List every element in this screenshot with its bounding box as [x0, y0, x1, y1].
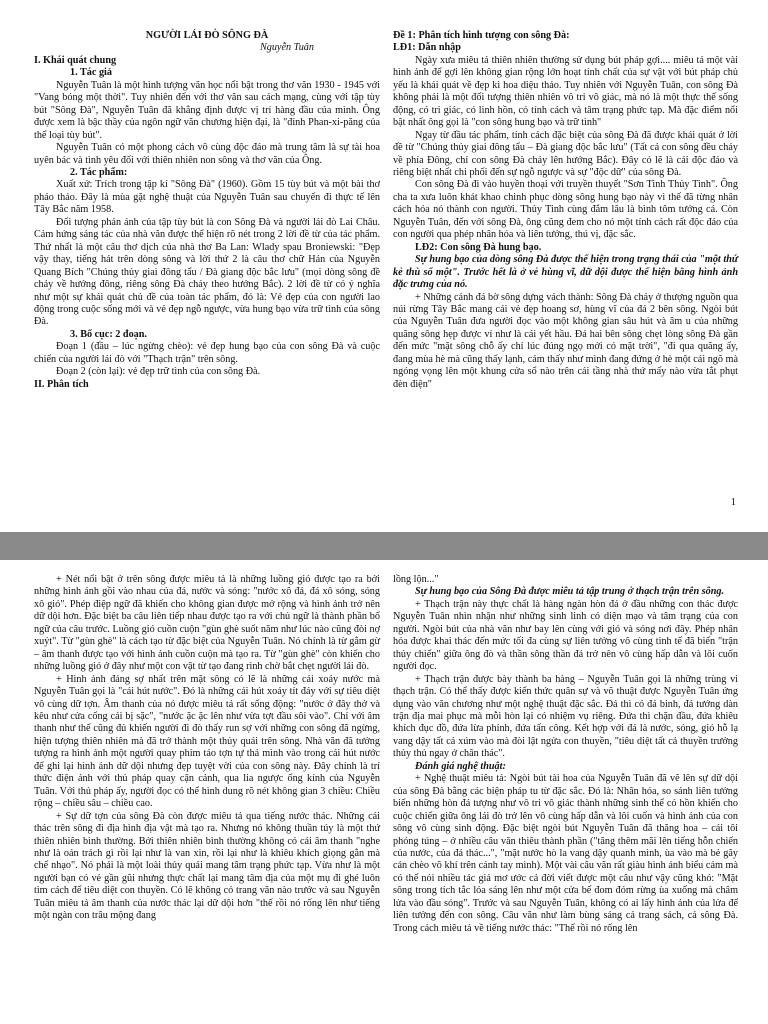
paragraph: Ngay từ đầu tác phẩm, tính cách đặc biệt của sông Đà đã được khái quát ở lời đề từ "Chúng thủy giai đông tẩu – Đà giang độc bắc lưu" (Tất cả con sông đều chảy về phía Đông, chỉ con sông Đà chảy lên hướng Bắc). Đây có lẽ là cái độc đáo và riêng biệt nhất chi phối đến sự ngỗ ngược và sự "độc dữ" của sông Đà. [393, 129, 738, 178]
page-number: 1 [730, 497, 736, 508]
section-heading: I. Khái quát chung [34, 54, 117, 66]
paragraph: Ngày xưa miêu tả thiên nhiên thường sử dụng bút pháp gợi.... miêu tả một vài hình ảnh để gợi lên không gian rộng lớn hoạt tính chất của sự vật với bút pháp chủ yếu là khái quát về đẹp kì hoa diệu thảo. Tuy nhiên với Nguyễn Tuân, con sông Đà không phải là một đối tượng thiên nhiên vô tri vô giác, mà nó là một thực thể sống động, có tri giác, có linh hồn, có tính cách và tâm trạng phức tạp. Mà đặc điểm nổi bật nhất ông gọi là "con sông hung bạo và trữ tình" [393, 54, 738, 129]
paragraph: Con sông Đà đi vào huyền thoại với truyền thuyết "Sơn Tinh Thủy Tinh". Ông cha ta xưa luôn khát khao chinh phục dòng sông hung bạo này vì thế đã từng nhân cách hóa nó thành con người. Thủy Tinh cùng đắm lâu là bình tôm tướng cá. Còn Nguyễn Tuân, đến với sông Đà, ông cũng đem cho nó một tính cách rất độc đáo của con người qua phép nhân hóa và liên tưởng, thú vị, đặc sắc. [393, 179, 738, 241]
bottom-page [0, 560, 768, 1024]
bottom-right-column [393, 574, 738, 935]
paragraph: Đối tượng phản ánh của tập tùy bút là con Sông Đà và người lái đò Lai Châu. Cảm hứng sáng tác của nhà văn được thể hiện rõ nét trong 2 lời đề từ của tác phẩm. Thứ nhất là một câu thơ dịch của nhà thơ Ba Lan: Wlady spau Broniewski: "Đẹp vậy thay, tiếng hát trên dòng sông và lời thứ 2 là câu thơ chữ Hán của Nguyễn Quang Bích "Chúng thủy giai đông tẩu / Đà giang độc bắc lưu" (mọi dòng sông đề chảy về hướng đông, riêng sông Đà chảy theo hướng Bắc). 2 lời đề từ có ý nghĩa như một sự khái quát chủ đề của toàn tác phẩm, đó là: Vẻ đẹp của con người lao động trong cuộc sống mới và vẻ đẹp ngỗ ngược, vừa hung bạo vừa trữ tình của sông Đà. [34, 216, 380, 328]
paragraph: + Hình ảnh đáng sợ nhất trên mặt sông có lẽ là những cái xoáy nước mà Nguyễn Tuân gọi là "cái hút nước". Đó là những cái hút xoáy tít đáy với sự tiêu diệt vô cùng dữ tợn. Âm thanh của nó được miêu tả rất sống động: "nước ở đây thở và kêu như cửa cống cái bị sặc", "nước ặc ặc lên như vừa tợt đầu sôi vào". Chỉ với âm thanh như thế cũng đủ khiến người đi đò thấy run sợ với những con sông đã ngừng, hiện tượng thiên nhiên mà đã trở thành một thủy quái trên sông. Nhà văn đã tưởng tượng ra hình ảnh một người quay phim táo tợn tự thả mình vào trong cái hút nước để ghi lại hình ảnh dữ dội nhưng đẹp tuyệt vời của con sông này. Đây chính là trí thức điện ảnh với thủ pháp quay cận cảnh, qua lia ngược ống kính của Nguyễn Tuân. Với thủ pháp ấy, người đọc có thể hình dung rõ nét không gian 3 chiều: Chiều rộng – chiều sâu – chiều cao. [34, 673, 380, 810]
author-name: Nguyễn Tuân [259, 42, 314, 54]
top-right-column [393, 30, 738, 391]
paragraph: + Nghệ thuật miêu tả: Ngòi bút tài hoa của Nguyễn Tuân đã vẽ lên sự dữ dội của sông Đà bằng các biện pháp tu từ đặc sắc. Đó là: Nhân hóa, so sánh liên tưởng biến những hòn đá tượng như vô tri vô giác thành những sinh thể có hồn khiến cho cuộc chiến giữa ông lái đò trở lên vô cùng hấp dẫn và lôi cuốn và hình ảnh của con sông vô cùng sinh động. Đặc biệt ngòi bút Nguyễn Tuân đã thăng hoa – cái tôi phóng túng – ở nhiều câu văn thiêu thành phần ("tăng thêm mãi lên tiếng hỗn chiến của nước, của đá thác...", "mặt nước hò la vang dậy quanh mình, ùa vào mà bẻ gãy cán chèo võ khí trên cánh tay mình). Một vài câu văn rất giàu hình ảnh biểu cảm mà có thể nói nhiều tác giả mơ ước cả đời viết được một câu như vậy cũng khó: "Mặt sông trong tích tắc lóa sáng lên như một cửa bể đom đóm rừng ùa xuống mà châm lửa vào đầu sóng". Trước và sau Nguyễn Tuân, không có ai lấy hình ảnh của lửa để liên tưởng đến con sông. Câu văn như làm bùng sáng cả trang sách, cả sông Đà. Trong cách miêu tả về tiếng nước thác: "Thế rồi nó rống lên [393, 773, 738, 934]
paragraph: Nguyễn Tuân là một hình tượng văn học nổi bật trong thơ văn 1930 - 1945 với "Vang bóng một thời". Tuy nhiên đến với thơ văn sau cách mạng, cùng với tập tùy bút "Sông Đà", Nguyễn Tuân đã khẳng định được vị trí hàng đầu của mình. Ông được xem là bậc thầy của ngôn ngữ văn chương hiện đại, là "đỉnh Phan-xi-păng của thể loại tùy bút". [34, 79, 380, 141]
subsection-heading: 1. Tác giả [70, 67, 112, 79]
paragraph: + Thạch trận này thực chất là hàng ngàn hòn đá ở đầu những con thác được Nguyễn Tuân nhìn nhận như những sinh linh có diện mạo và tâm trạng của con người. Ngòi bút của nhà văn như bay lên cùng với gió và sóng nơi đây. Phép nhân hóa được khai thác đến mức tối đa cùng sự liên tưởng vô cùng tinh tế đã biến "trận thủy chiến" giữa ông đò và thần sông thần đá trở nên vô cùng hấp dẫn và lôi cuốn người đọc. [393, 598, 738, 673]
subsection-heading: 2. Tác phẩm: [70, 166, 128, 178]
top-left-column [34, 30, 380, 391]
paragraph: + Sự dữ tợn của sông Đà còn được miêu tả qua tiếng nước thác. Những cái thác trên sông đi địa hình địa vật mà tạo ra. Nhưng nó không thuần túy là một thứ thiên nhiên bình thường. Bởi thiên nhiên bình thường không có cái âm thanh "nghe như là oán trách gì rồi lại như là van xin, rồi lại như là khiêu khích giọng gằn mà chế nhạo". Nó phải là một loài thủy quái mang tâm trạng phức tạp. Vừa như là một người bạn có vẻ gần gũi nhưng thực chất lại mang tâm địa của một mụ đi ghé luôn tìm cách để tiêu diệt con thuyền. Có lẽ không có trang văn nào trước và sau Nguyễn Tuân miêu tả âm thanh của nước thác lại dữ dội hơn "thế rồi nó rống lên như tiếng một ngàn con trâu mộng đang [34, 810, 380, 922]
paragraph: lồng lộn..." [393, 574, 439, 585]
bottom-left-column [34, 574, 380, 923]
subsection-heading: LĐ2: Con sông Đà hung bạo. [415, 241, 542, 253]
emphasis-paragraph: Sự hung bạo của Sông Đà được miêu tả tập trung ở thạch trận trên sông. [415, 586, 725, 598]
paragraph: + Nét nổi bật ở trên sông được miêu tả là những luồng gió được tạo ra bởi những hình ảnh gồi vào nhau của đá, nước và sóng: "nước xô đá, đá xô sóng, sóng xô gió". Phép điệp ngữ đã khiến cho không gian được mở rộng và hình ảnh trở nên dữ dội hơn. Đặc biệt ba câu liên tiếp nhau được tạo ra với chủ ngữ là thành phần bổ ngữ của câu trước. Luồng gió cuồn cuộn "gùn ghè suốt năm như lúc nào cũng đòi nợ xuýt". Từ "gùn ghè" là cách tạo từ đặc biệt của Nguyễn Tuân. Nó chính là từ gằm gừ – âm thanh được tạo với hình ảnh cuồn cuộn mà tạo ra. Từ "gùn ghè" còn khiến cho những luồng gió ở đây như một con vật từ tạo đang rình chờ bắt chẹt người lái đò. [34, 574, 380, 673]
subsection-heading: LĐ1: Dẫn nhập [393, 42, 461, 54]
paragraph: Đoạn 2 (còn lại): vẻ đẹp trữ tình của con sông Đà. [56, 366, 261, 378]
section-heading: II. Phân tích [34, 378, 89, 390]
paragraph: Xuất xứ: Trích trong tập kí "Sông Đà" (1960). Gồm 15 tùy bút và một bài thơ pháo thảo. Đây là mùa gặt nghệ thuật của Nguyễn Tuân sau chuyến đi thực tế lên Tây Bắc năm 1958. [34, 179, 380, 216]
subsection-heading: Đánh giá nghệ thuật: [415, 760, 506, 772]
document-title: NGƯỜI LÁI ĐÒ SÔNG ĐÀ [145, 30, 269, 41]
subsection-heading: 3. Bố cục: 2 đoạn. [70, 328, 147, 340]
paragraph: + Thạch trận được bày thành ba hàng – Nguyễn Tuân gọi là những trùng vi thạch trận. Có thể thấy được kiến thức quân sự và võ thuật được Nguyễn Tuân ứng dụng vào văn chương như một nghệ thuật đặc sắc. Đá thì có đá binh, đá tướng dàn trận địa mai phục mà mỗi hòn lại có nhiệm vụ riêng. Đứa thì chặn đầu, đứa khiêu khích đục đồ, đứa lừa phỉnh, đứa tấn công. Kết hợp với đá là nước, sóng, gió hỗ lạ vang dậy tất cả xúm vào mà đòi lật ngửa con thuyền, "tiêu diệt tất cả thuyền trưởng thủy thủ ngay ở chân thác". [393, 673, 738, 760]
paragraph: Đoạn 1 (đầu – lúc ngừng chèo): vẻ đẹp hung bạo của con sông Đà và cuộc chiến của người lái đò với "Thạch trận" trên sông. [34, 341, 380, 365]
paragraph: + Những cảnh đá bờ sông dựng vách thành: Sông Đà chảy ở thượng nguồn qua núi rừng Tây Bắc mang cái vẻ đẹp hoang sơ, hùng vĩ của đá 2 bên sông. Ngòi bút của Nguyễn Tuân đưa người đọc vào một không gian sâu hút và âm u của những quãng sông hẹp được ví như là cái yết hầu. Đá hai bên sông chẹt lòng sông Đà gần đến mức "mặt sông chỗ ấy chỉ lúc đúng ngọ mới có mặt trời", "đi qua quãng ấy, đang mùa hè mà cũng thấy lạnh, cảm thấy như mình đang đứng ở hè một cái ngõ mà ngóng vọng lên một khung cửa sổ nào trên cái tầng nhà thứ mấy nào vừa tắt phụt đèn điện" [393, 291, 738, 390]
emphasis-paragraph: Sự hung bạo của dòng sông Đà được thể hiện trong trạng thái của "một thứ kẻ thù số một". Trước hết là ở vẻ hùng vĩ, dữ dội được thể hiện bằng hình ảnh đặc trưng của nó. [393, 254, 738, 291]
essay-prompt: Đề 1: Phân tích hình tượng con sông Đà: [393, 30, 570, 41]
paragraph: Nguyễn Tuân có một phong cách vô cùng độc đáo mà trung tâm là sự tài hoa uyên bác và tình yêu đối với thiên nhiên non sông và thơ văn của Ông. [34, 142, 380, 166]
